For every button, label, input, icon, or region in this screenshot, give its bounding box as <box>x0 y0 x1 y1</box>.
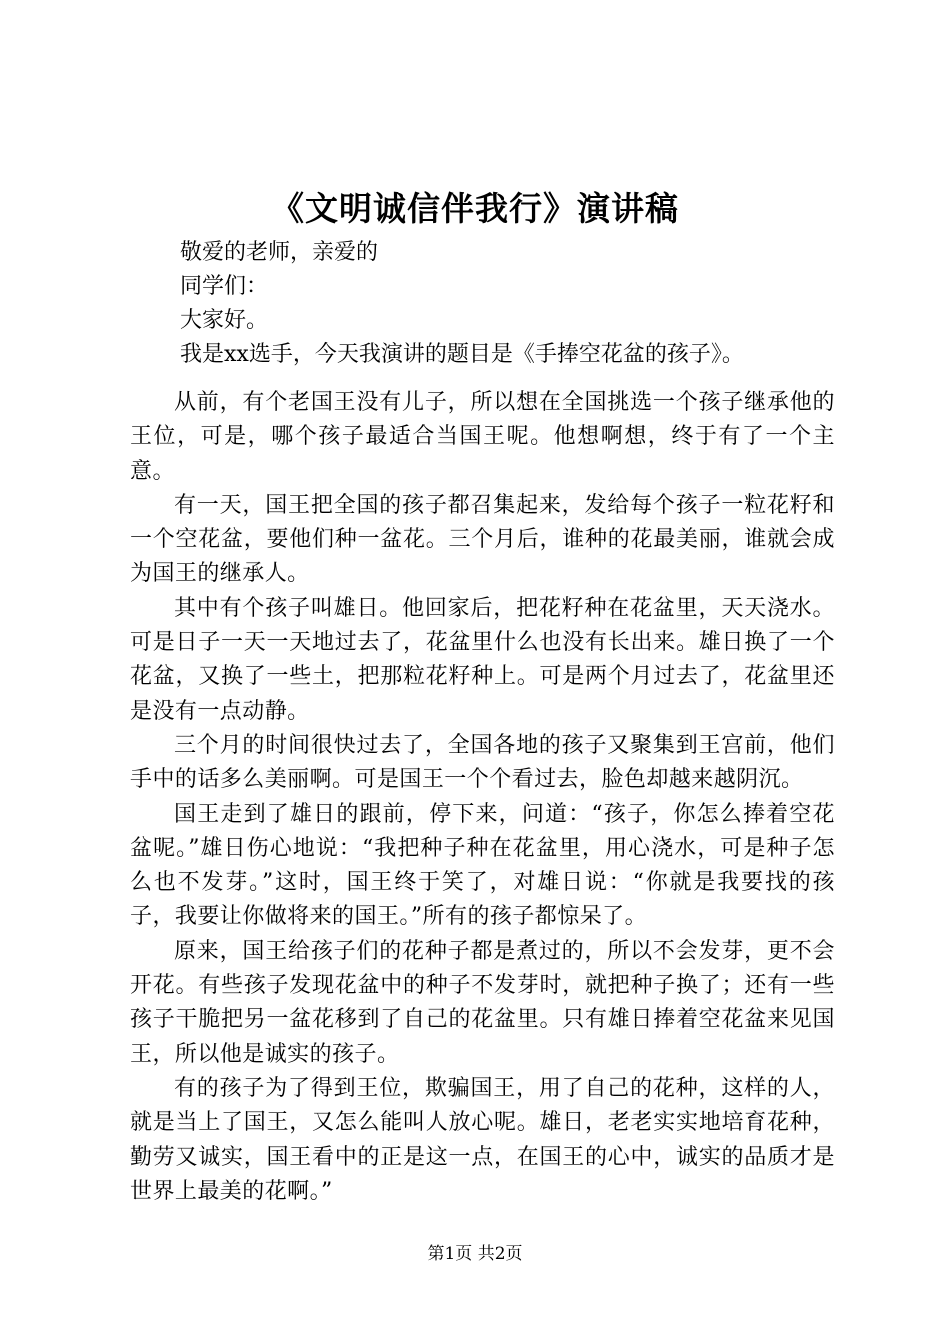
body-paragraph: 有的孩子为了得到王位，欺骗国王，用了自己的花种，这样的人，就是当上了国王，又怎么能叫人放心呢。雄日，老老实实地培育花种，勤劳又诚实，国王看中的正是这一点，在国王的心中，诚实的品质才是世界上最美的花啊。” <box>130 1075 835 1204</box>
greeting-line: 大家好。 <box>180 308 269 333</box>
body-paragraph: 有一天，国王把全国的孩子都召集起来，发给每个孩子一粒花籽和一个空花盆，要他们种一盆花。三个月后，谁种的花最美丽，谁就会成为国王的继承人。 <box>130 492 835 587</box>
page-number-footer: 第1页 共2页 <box>427 1244 523 1264</box>
speech-topic-line: 我是xx选手，今天我演讲的题目是《手捧空花盆的孩子》。 <box>180 342 744 367</box>
speech-opening <box>180 236 880 372</box>
body-paragraph: 其中有个孩子叫雄日。他回家后，把花籽种在花盆里，天天浇水。可是日子一天一天地过去了，花盆里什么也没有长出来。雄日换了一个花盆，又换了一些土，把那粒花籽种上。可是两个月过去了，花盆里还是没有一点动静。 <box>130 595 835 724</box>
body-paragraph: 原来，国王给孩子们的花种子都是煮过的，所以不会发芽，更不会开花。有些孩子发现花盆中的种子不发芽时，就把种子换了；还有一些孩子干脆把另一盆花移到了自己的花盆里。只有雄日捧着空花盆来见国王，所以他是诚实的孩子。 <box>130 938 835 1067</box>
body-paragraph: 从前，有个老国王没有儿子，所以想在全国挑选一个孩子继承他的王位，可是，哪个孩子最适合当国王呢。他想啊想，终于有了一个主意。 <box>130 390 835 484</box>
greeting-line: 敬爱的老师，亲爱的 <box>180 240 379 265</box>
speech-body <box>130 386 835 1209</box>
greeting-line: 同学们： <box>180 274 269 299</box>
body-paragraph: 国王走到了雄日的跟前，停下来，问道：“孩子，你怎么捧着空花盆呢。”雄日伤心地说：“我把种子种在花盆里，用心浇水，可是种子怎么也不发芽。”这时，国王终于笑了，对雄日说：“你就是我要找的孩子，我要让你做将来的国王。”所有的孩子都惊呆了。 <box>130 801 835 930</box>
body-paragraph: 三个月的时间很快过去了，全国各地的孩子又聚集到王宫前，他们手中的话多么美丽啊。可是国王一个个看过去，脸色却越来越阴沉。 <box>130 732 835 793</box>
document-title: 《文明诚信伴我行》演讲稿 <box>271 189 679 228</box>
